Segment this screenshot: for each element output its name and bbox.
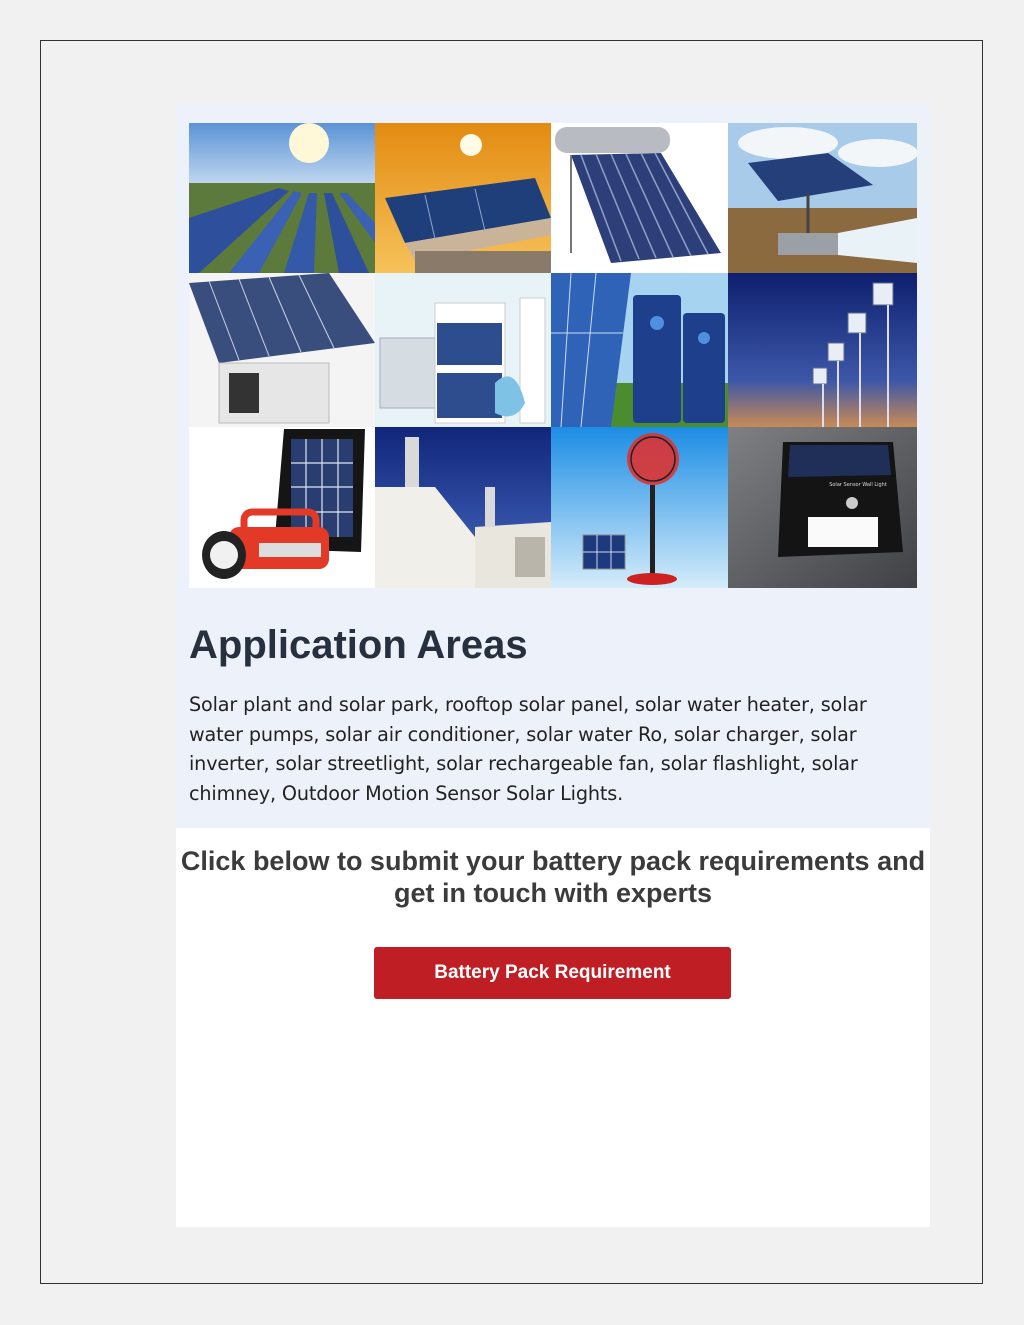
solar-motion-sensor-light-image [728, 427, 917, 588]
solar-inverter-image [551, 273, 728, 427]
section-title: Application Areas [189, 623, 528, 667]
solar-streetlight-image [728, 273, 917, 427]
content-card [176, 103, 930, 1227]
section-description: Solar plant and solar park, rooftop solar panel, solar water heater, solar water pumps, solar air conditioner, solar water Ro, solar charger, solar inverter, solar streetlight, solar rechargeable fan, solar flashlight, solar chimney, Outdoor Motion Sensor Solar Lights. [189, 693, 867, 805]
rooftop-solar-panel-image [375, 123, 551, 273]
solar-water-pump-image [728, 123, 917, 273]
solar-rechargeable-fan-image [551, 427, 728, 588]
image-gallery [189, 123, 917, 588]
cta-text: Click below to submit your battery pack requirements and get in touch with experts [180, 846, 926, 908]
solar-flashlight-charger-image [189, 427, 375, 588]
solar-water-heater-image [551, 123, 728, 273]
battery-pack-requirement-button[interactable]: Battery Pack Requirement [374, 947, 731, 999]
solar-park-image [189, 123, 375, 273]
page-frame [40, 40, 983, 1284]
application-areas-section [176, 103, 930, 828]
solar-water-ro-image [375, 273, 551, 427]
solar-air-conditioner-image [189, 273, 375, 427]
sensor-light-label: Solar Sensor Wall Light [829, 482, 887, 488]
solar-chimney-image [375, 427, 551, 588]
